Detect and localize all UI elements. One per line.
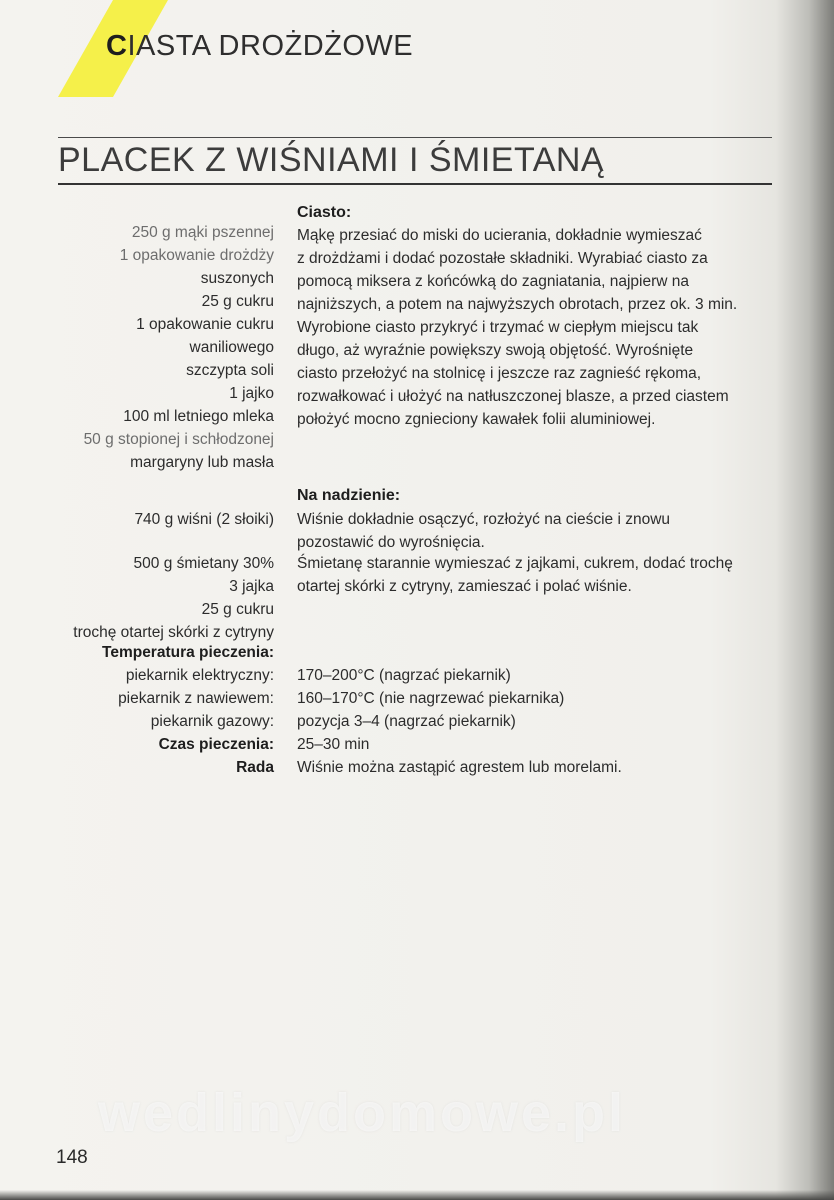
instruction-line: ciasto przełożyć na stolnicę i jeszcze raz zagnieść rękoma, bbox=[297, 365, 702, 382]
dough-section bbox=[297, 201, 772, 431]
watermark: wedlinydomowe.pl bbox=[98, 1083, 627, 1143]
ingredient: 1 opakowanie cukru bbox=[136, 316, 274, 333]
instruction-line: otartej skórki z cytryny, zamieszać i polać wiśnie. bbox=[297, 578, 632, 595]
ingredient: 740 g wiśni (2 słoiki) bbox=[134, 511, 274, 528]
baking-values bbox=[297, 664, 772, 779]
gas-oven-label: piekarnik gazowy: bbox=[150, 713, 274, 730]
fan-oven-value: 160–170°C (nie nagrzewać piekarnika) bbox=[297, 690, 565, 707]
fan-oven-label: piekarnik z nawiewem: bbox=[118, 690, 274, 707]
filling-heading: Na nadzienie: bbox=[297, 487, 401, 504]
ingredient: waniliowego bbox=[189, 339, 274, 356]
instruction-line: z drożdżami i dodać pozostałe składniki. Wyrabiać ciasto za bbox=[297, 250, 708, 267]
section-title-initial: C bbox=[106, 30, 128, 62]
instruction-line: położyć mocno zgnieciony kawałek folii aluminiowej. bbox=[297, 411, 656, 428]
instruction-line: Śmietanę starannie wymieszać z jajkami, cukrem, dodać trochę bbox=[297, 555, 733, 572]
ingredient: 1 jajko bbox=[229, 385, 274, 402]
tip-value: Wiśnie można zastąpić agrestem lub morelami. bbox=[297, 759, 622, 776]
electric-oven-label: piekarnik elektryczny: bbox=[125, 667, 274, 684]
ingredient: 3 jajka bbox=[229, 578, 274, 595]
instruction-line: pozostawić do wyrośnięcia. bbox=[297, 534, 485, 551]
instruction-line: długo, aż wyraźnie powiększy swoją objętość. Wyrośnięte bbox=[297, 342, 694, 359]
ingredient: 50 g stopionej i schłodzonej bbox=[83, 431, 274, 448]
ingredient: suszonych bbox=[200, 270, 274, 287]
baking-time-label: Czas pieczenia: bbox=[158, 736, 274, 753]
instruction-line: Mąkę przesiać do miski do ucierania, dokładnie wymieszać bbox=[297, 227, 702, 244]
ingredient: 250 g mąki pszennej bbox=[131, 224, 274, 241]
cherries-ingredient bbox=[134, 508, 274, 531]
tip-label: Rada bbox=[236, 759, 274, 776]
instruction-line: Wyrobione ciasto przykryć i trzymać w ciepłym miejscu tak bbox=[297, 319, 699, 336]
instruction-line: rozwałkować i ułożyć na natłuszczonej blasze, a przed ciastem bbox=[297, 388, 729, 405]
ingredient: 25 g cukru bbox=[201, 601, 274, 618]
baking-labels bbox=[102, 641, 274, 779]
dough-heading: Ciasto: bbox=[297, 204, 352, 221]
section-title-rest: IASTA DROŻDŻOWE bbox=[127, 30, 414, 62]
electric-oven-value: 170–200°C (nagrzać piekarnik) bbox=[297, 667, 511, 684]
cream-steps bbox=[297, 552, 772, 598]
title-divider bbox=[58, 183, 772, 185]
recipe-title: PLACEK Z WIŚNIAMI I ŚMIETANĄ bbox=[58, 141, 605, 179]
baking-time-value: 25–30 min bbox=[297, 736, 370, 753]
ingredient: trochę otartej skórki z cytryny bbox=[73, 624, 274, 641]
ingredient: margaryny lub masła bbox=[130, 454, 274, 471]
instruction-line: pomocą miksera z końcówką do zagniatania, najpierw na bbox=[297, 273, 690, 290]
ingredient: 100 ml letniego mleka bbox=[123, 408, 274, 425]
filling-heading-wrap bbox=[297, 484, 772, 507]
page-number: 148 bbox=[56, 1147, 88, 1168]
ingredient: 1 opakowanie drożdży bbox=[119, 247, 274, 264]
ingredient: 500 g śmietany 30% bbox=[133, 555, 274, 572]
ingredient: 25 g cukru bbox=[201, 293, 274, 310]
section-title bbox=[106, 30, 413, 63]
temperature-label: Temperatura pieczenia: bbox=[102, 644, 274, 661]
top-divider bbox=[58, 137, 772, 138]
dough-ingredients bbox=[84, 221, 274, 474]
cherries-steps bbox=[297, 508, 772, 554]
gas-oven-value: pozycja 3–4 (nagrzać piekarnik) bbox=[297, 713, 516, 730]
instruction-line: najniższych, a potem na najwyższych obrotach, przez ok. 3 min. bbox=[297, 296, 738, 313]
instruction-line: Wiśnie dokładnie osączyć, rozłożyć na cieście i znowu bbox=[297, 511, 671, 528]
cream-ingredients bbox=[73, 552, 274, 644]
page-bottom-edge bbox=[0, 1190, 834, 1200]
ingredient: szczypta soli bbox=[186, 362, 274, 379]
